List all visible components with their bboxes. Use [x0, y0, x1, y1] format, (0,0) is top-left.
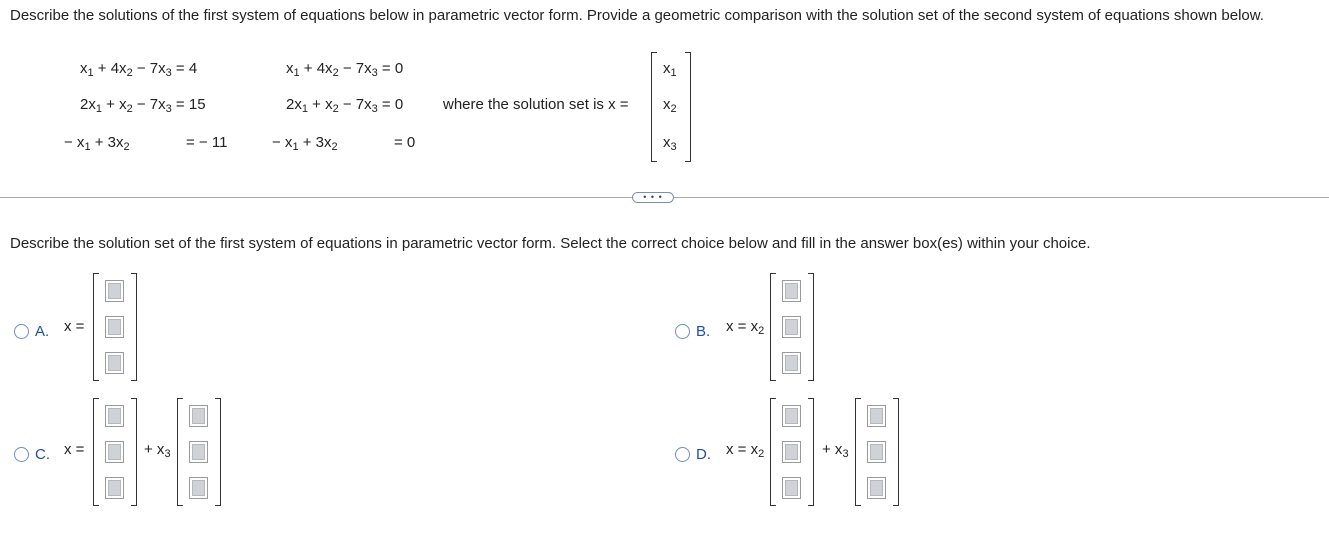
choice-d-answer-box-4[interactable]	[867, 405, 886, 427]
choice-b-answer-box-2[interactable]	[782, 316, 801, 338]
system2-eq2-lhs: $2x_1 + x_2 - 7x_3 = 0$	[286, 96, 404, 115]
choice-d-answer-box-6[interactable]	[867, 477, 886, 499]
left-bracket	[93, 273, 99, 381]
left-bracket	[770, 398, 776, 506]
choice-b-answer-box-3[interactable]	[782, 352, 801, 374]
choice-c-answer-box-6[interactable]	[189, 477, 208, 499]
choice-c-answer-box-1[interactable]	[105, 405, 124, 427]
system1-eq3-rhs: = − 11	[186, 134, 228, 151]
solution-vector-x1: $x_1$	[663, 60, 677, 79]
right-bracket	[131, 273, 137, 381]
choice-b-prefix: $x = x_2$	[726, 318, 765, 337]
right-bracket	[893, 398, 899, 506]
left-bracket	[651, 52, 657, 162]
choice-b-letter[interactable]: B.	[696, 323, 711, 340]
choice-d-prefix: $x = x_2$	[726, 441, 765, 460]
choice-d-answer-box-5[interactable]	[867, 441, 886, 463]
choice-c-answer-box-5[interactable]	[189, 441, 208, 463]
solution-set-label: where the solution set is x =	[443, 96, 629, 113]
choice-d-answer-box-3[interactable]	[782, 477, 801, 499]
choice-c-plus-x3: + $x_3$	[144, 441, 171, 460]
more-button[interactable]: • • •	[632, 192, 674, 203]
choice-a-answer-box-2[interactable]	[105, 316, 124, 338]
choice-b-vector	[770, 273, 814, 381]
left-bracket	[855, 398, 861, 506]
choice-d-radio[interactable]	[675, 447, 690, 462]
choice-c-answer-box-2[interactable]	[105, 441, 124, 463]
choice-c-letter[interactable]: C.	[35, 446, 50, 463]
system1-eq3-lhs: − $x_1 + 3x_2$	[64, 134, 130, 153]
choice-b-radio[interactable]	[675, 324, 690, 339]
choice-c-prefix: x =	[64, 441, 85, 458]
solution-vector-x3: $x_3$	[663, 134, 677, 153]
choice-d-plus-x3: + $x_3$	[822, 441, 849, 460]
choice-c-vector-2	[177, 398, 221, 506]
left-bracket	[93, 398, 99, 506]
system2-eq3-lhs: − $x_1 + 3x_2$	[272, 134, 338, 153]
choice-a-vector	[93, 273, 137, 381]
choice-d-vector-1	[770, 398, 814, 506]
solution-vector-x2: $x_2$	[663, 96, 677, 115]
question-text: Describe the solutions of the first system of equations below in parametric vector form. Provide a geometric comparison with the solution set of the second system of equations shown below.	[10, 7, 1264, 24]
choice-d-answer-box-2[interactable]	[782, 441, 801, 463]
choice-b-answer-box-1[interactable]	[782, 280, 801, 302]
solution-vector	[651, 52, 691, 162]
choice-d-vector-2	[855, 398, 899, 506]
choice-a-prefix: x =	[64, 318, 85, 335]
choice-c-radio[interactable]	[14, 447, 29, 462]
left-bracket	[177, 398, 183, 506]
choice-c-answer-box-4[interactable]	[189, 405, 208, 427]
choice-d-letter[interactable]: D.	[696, 446, 711, 463]
system2-eq3-rhs: = 0	[394, 134, 416, 151]
choice-c-answer-box-3[interactable]	[105, 477, 124, 499]
right-bracket	[808, 398, 814, 506]
choice-c-vector-1	[93, 398, 137, 506]
right-bracket	[808, 273, 814, 381]
system1-eq1-lhs: $x_1 + 4x_2 - 7x_3 = 4$	[80, 60, 198, 79]
right-bracket	[131, 398, 137, 506]
system1-eq2-lhs: $2x_1 + x_2 - 7x_3 = 15$	[80, 96, 206, 115]
choice-d-answer-box-1[interactable]	[782, 405, 801, 427]
choice-a-answer-box-1[interactable]	[105, 280, 124, 302]
choice-a-letter[interactable]: A.	[35, 323, 50, 340]
right-bracket	[215, 398, 221, 506]
choice-a-radio[interactable]	[14, 324, 29, 339]
right-bracket	[685, 52, 691, 162]
left-bracket	[770, 273, 776, 381]
choice-a-answer-box-3[interactable]	[105, 352, 124, 374]
system2-eq1-lhs: $x_1 + 4x_2 - 7x_3 = 0$	[286, 60, 404, 79]
instruction-text: Describe the solution set of the first system of equations in parametric vector form. Select the correct choice below and fill in the answer box(es) within your choice.	[10, 235, 1091, 252]
